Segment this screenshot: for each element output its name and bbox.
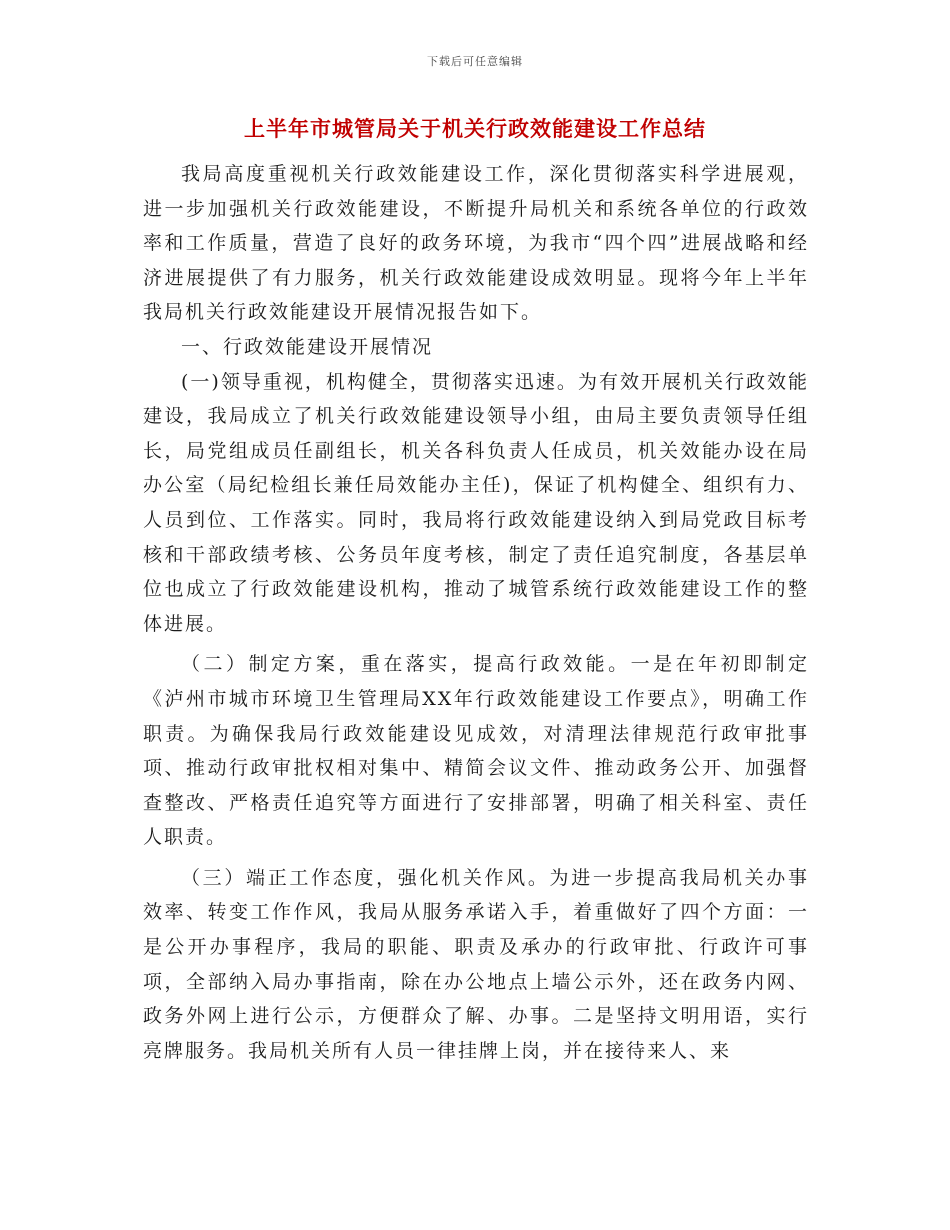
- document-body: [143, 157, 809, 1068]
- document-title: 上半年市城管局关于机关行政效能建设工作总结: [244, 117, 706, 141]
- header-note: 下载后可任意编辑: [427, 55, 523, 68]
- paragraph-intro: 我局高度重视机关行政效能建设工作，深化贯彻落实科学进展观，进一步加强机关行政效能建设，不断提升局机关和系统各单位的行政效率和工作质量，营造了良好的政务环境，为我市“四个四”进展战略和经济进展提供了有力服务，机关行政效能建设成效明显。现将今年上半年我局机关行政效能建设开展情况报告如下。: [143, 163, 809, 324]
- paragraph-3: （三）端正工作态度，强化机关作风。为进一步提高我局机关办事效率、转变工作作风，我局从服务承诺入手，着重做好了四个方面：一是公开办事程序，我局的职能、职责及承办的行政审批、行政许可事项，全部纳入局办事指南，除在办公地点上墙公示外，还在政务内网、政务外网上进行公示，方便群众了解、办事。二是坚持文明用语，实行亮牌服务。我局机关所有人员一律挂牌上岗，并在接待来人、来: [143, 866, 809, 1062]
- paragraph-2: （二）制定方案，重在落实，提高行政效能。一是在年初即制定《泸州市城市环境卫生管理局XX年行政效能建设工作要点》，明确工作职责。为确保我局行政效能建设见成效，对清理法律规范行政审批事项、推动行政审批权相对集中、精简会议文件、推动政务公开、加强督查整改、严格责任追究等方面进行了安排部署，明确了相关科室、责任人职责。: [143, 653, 809, 849]
- section-heading: 一、行政效能建设开展情况: [181, 335, 434, 358]
- paragraph-1: (一)领导重视，机构健全，贯彻落实迅速。为有效开展机关行政效能建设，我局成立了机关行政效能建设领导小组，由局主要负责领导任组长，局党组成员任副组长，机关各科负责人任成员，机关效能办设在局办公室（局纪检组长兼任局效能办主任)，保证了机构健全、组织有力、人员到位、工作落实。同时，我局将行政效能建设纳入到局党政目标考核和干部政绩考核、公务员年度考核，制定了责任追究制度，各基层单位也成立了行政效能建设机构，推动了城管系统行政效能建设工作的整体进展。: [143, 370, 809, 635]
